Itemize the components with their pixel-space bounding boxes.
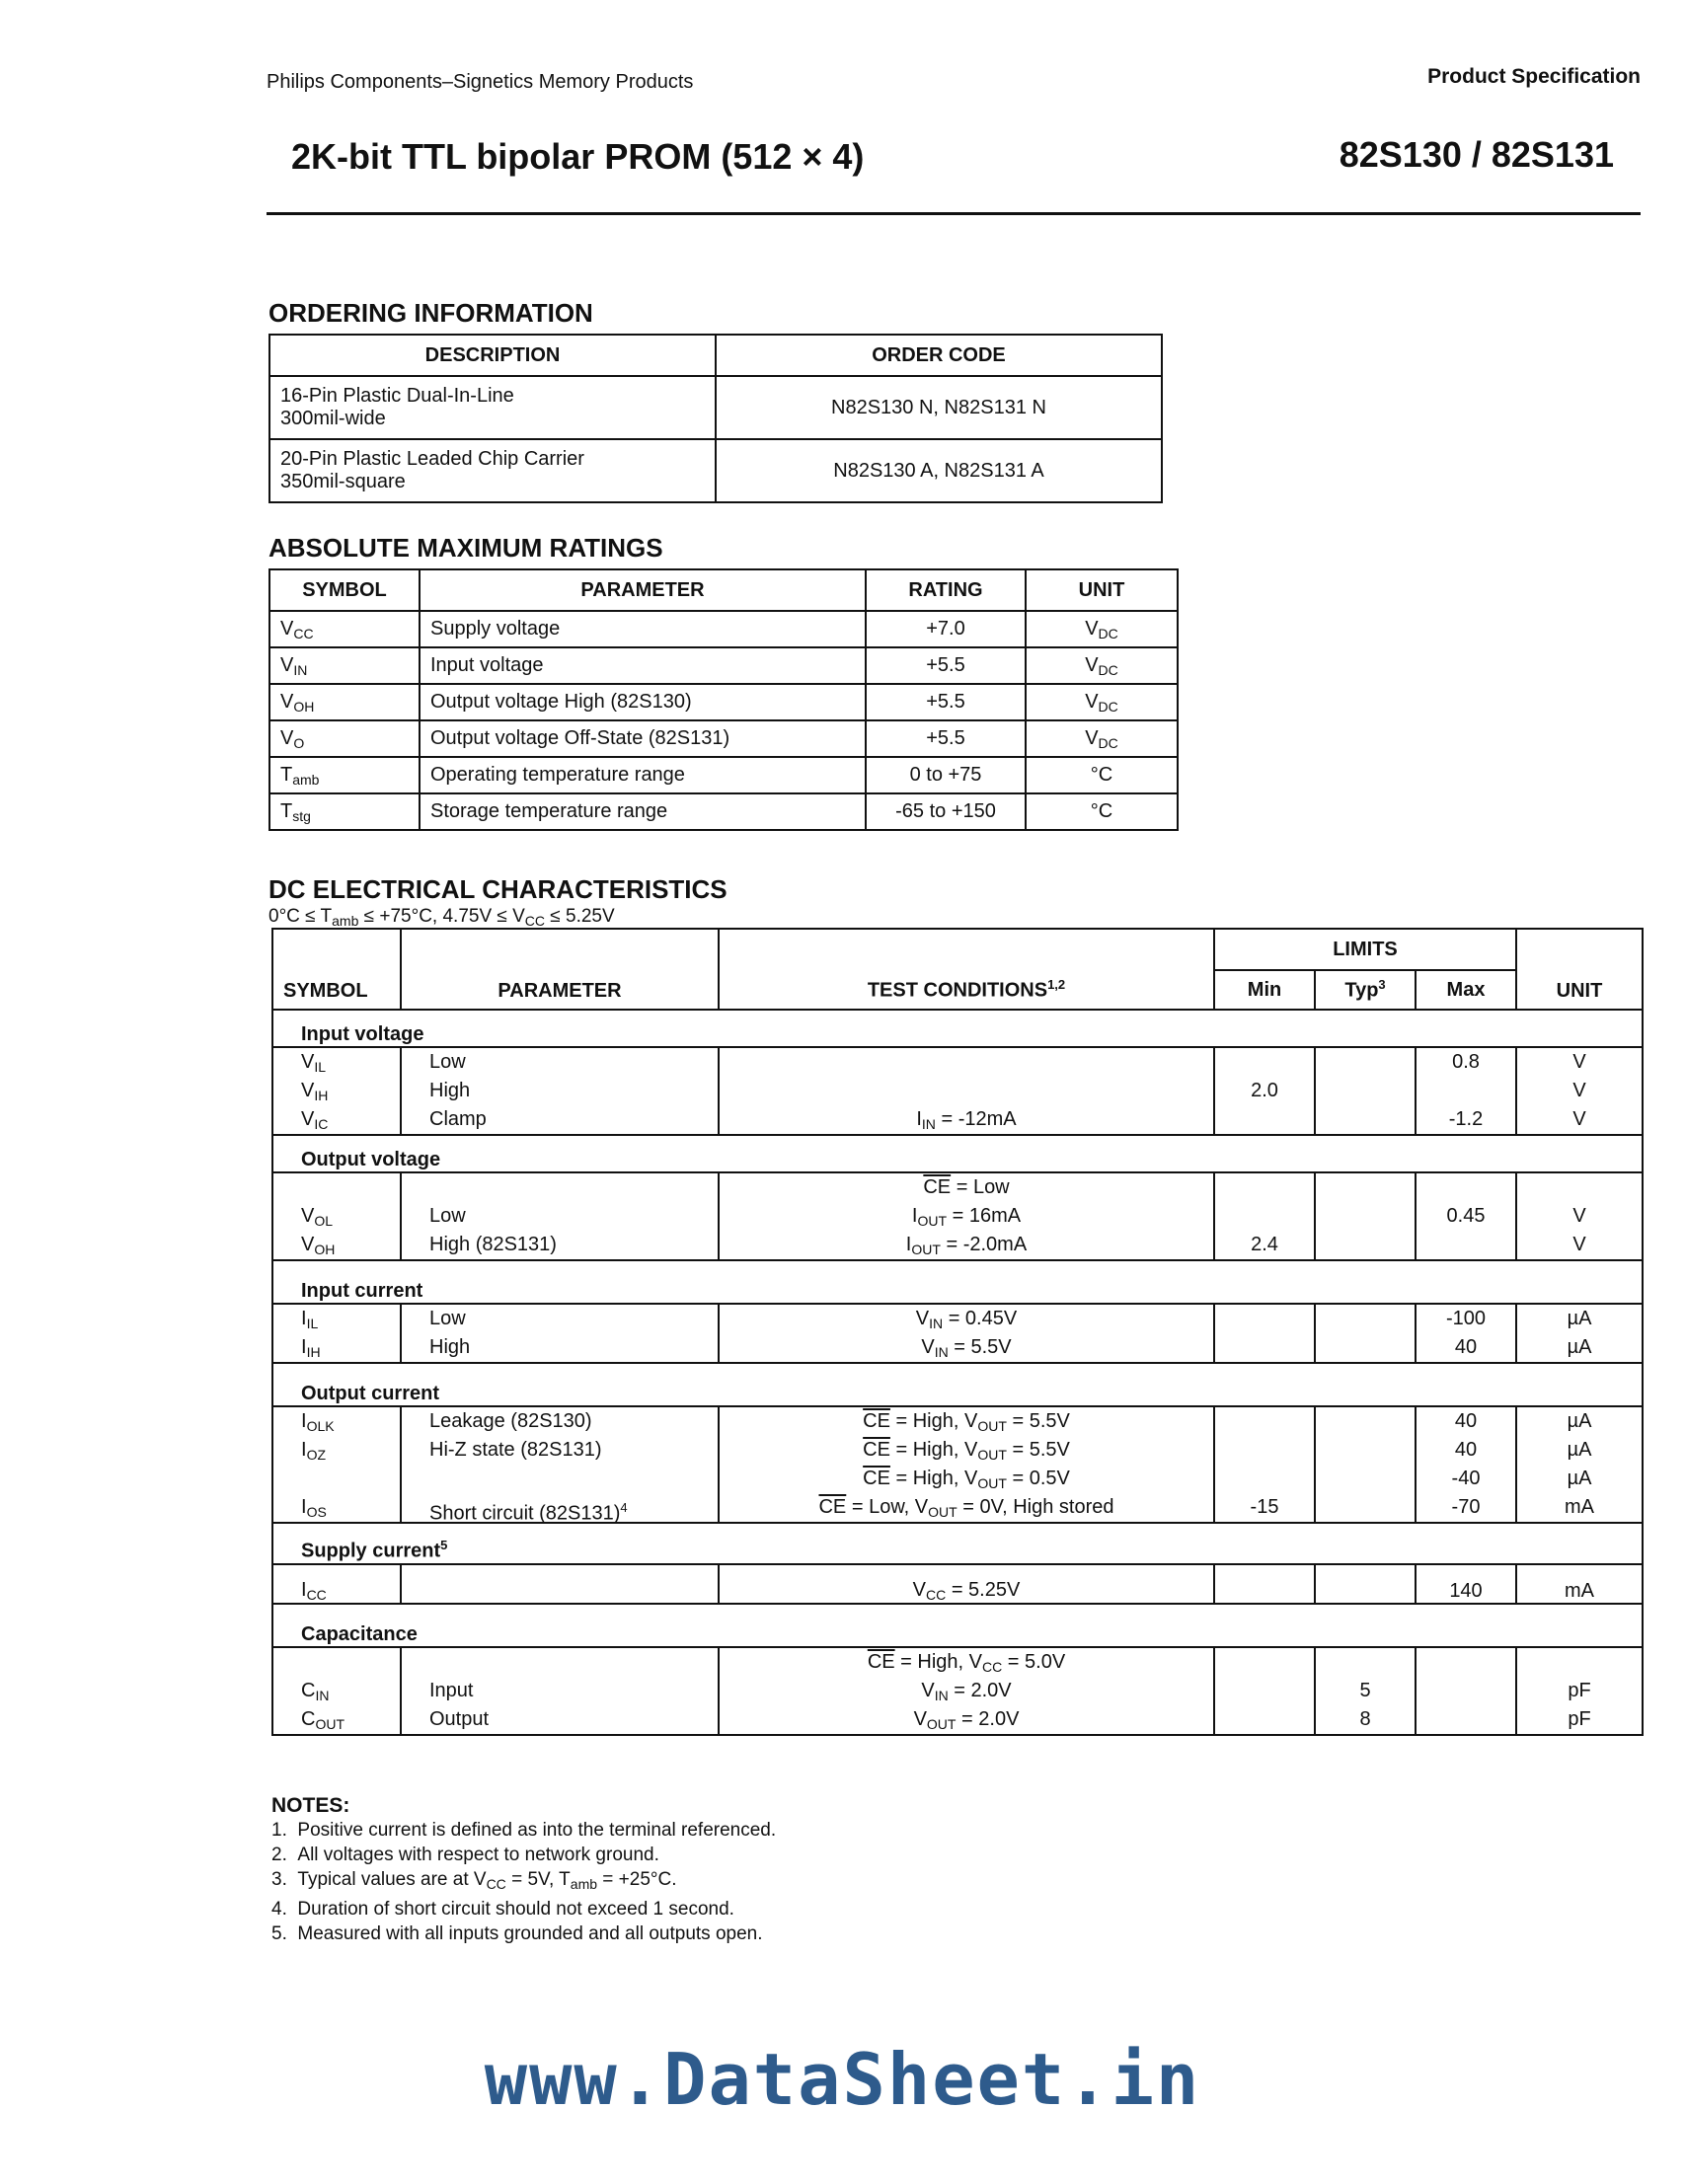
- test-conditions: $V_{IN} = 0.45V$ $V_{IN} = 5.5V$: [719, 1304, 1214, 1363]
- typ: [1315, 1304, 1416, 1363]
- symbol: $V_{IN}$: [269, 647, 420, 684]
- abs-max-table: [268, 568, 1179, 831]
- table-row: [272, 1564, 1643, 1604]
- parameter: Operating temperature range: [420, 757, 866, 793]
- typ: [1315, 1564, 1416, 1604]
- group-input-current: Input current: [272, 1260, 1643, 1304]
- min: [1214, 1564, 1315, 1604]
- col-description: DESCRIPTION: [269, 335, 716, 376]
- group-output-voltage: Output voltage: [272, 1135, 1643, 1172]
- col-limits: LIMITS: [1214, 929, 1516, 970]
- unit: $V_{DC}$: [1026, 684, 1178, 720]
- company-name: Philips Components–Signetics Memory Products: [267, 71, 694, 93]
- rating: +7.0: [866, 611, 1026, 647]
- col-max: Max: [1416, 970, 1516, 1010]
- symbol: $I_{OLK}$ $I_{OZ}$ $I_{OS}$: [272, 1406, 401, 1523]
- rating: -65 to +150: [866, 793, 1026, 830]
- watermark: www.DataSheet.in: [484, 2038, 1201, 2121]
- abs-max-heading: ABSOLUTE MAXIMUM RATINGS: [268, 533, 663, 563]
- ordering-heading: ORDERING INFORMATION: [268, 298, 593, 328]
- max: 0.8 -1.2: [1416, 1047, 1516, 1135]
- table-row: [269, 647, 1178, 684]
- symbol: $T_{amb}$: [269, 757, 420, 793]
- table-row: [269, 439, 1162, 502]
- min: 2.0: [1214, 1047, 1315, 1135]
- table-row: [272, 1047, 1643, 1135]
- parameter: Leakage (82S130) Hi-Z state (82S131) Short circuit $(82S131)^4$: [401, 1406, 719, 1523]
- order-code: N82S130 A, N82S131 A: [716, 439, 1162, 502]
- row-desc: 16-Pin Plastic Dual-In-Line: [280, 385, 514, 407]
- min: [1214, 1647, 1315, 1735]
- min: [1214, 1304, 1315, 1363]
- table-row: [269, 720, 1178, 757]
- test-conditions: $\overline{CE}$ = High, $V_{CC} = 5.0V$ $V_{IN} = 2.0V$ $V_{OUT} = 2.0V$: [719, 1647, 1214, 1735]
- parameter: Low High Clamp: [401, 1047, 719, 1135]
- max: -100 40: [1416, 1304, 1516, 1363]
- unit: µA µA µA mA: [1516, 1406, 1643, 1523]
- note-4: 4. Duration of short circuit should not exceed 1 second.: [271, 1899, 734, 1920]
- notes: [271, 1793, 776, 1946]
- symbol: $V_{CC}$: [269, 611, 420, 647]
- row-desc-2: 350mil-square: [280, 471, 406, 492]
- row-desc-2: 300mil-wide: [280, 408, 386, 429]
- table-row: [269, 611, 1178, 647]
- table-row: [272, 1647, 1643, 1735]
- unit: mA: [1516, 1564, 1643, 1604]
- unit: V V V: [1516, 1047, 1643, 1135]
- col-test-conditions: TEST CONDITIONS$^{1,2}$: [719, 929, 1214, 1010]
- dc-condition: $0^\circ C \le T_{amb} \le +75^\circ C$, $4.75V \le V_{CC} \le 5.25V$: [268, 906, 615, 929]
- spec-type: Product Specification: [1427, 65, 1641, 88]
- note-2: 2. All voltages with respect to network ground.: [271, 1845, 659, 1865]
- header-divider: [267, 212, 1641, 215]
- unit: µA µA: [1516, 1304, 1643, 1363]
- group-capacitance: Capacitance: [272, 1604, 1643, 1647]
- dc-heading: DC ELECTRICAL CHARACTERISTICS: [268, 874, 728, 904]
- parameter: Low High (82S131): [401, 1172, 719, 1260]
- table-row: [269, 376, 1162, 439]
- max: 0.45: [1416, 1172, 1516, 1260]
- typ: [1315, 1172, 1416, 1260]
- col-rating: RATING: [866, 569, 1026, 611]
- typ: [1315, 1047, 1416, 1135]
- parameter: Supply voltage: [420, 611, 866, 647]
- rating: +5.5: [866, 684, 1026, 720]
- typ: [1315, 1406, 1416, 1523]
- col-symbol: SYMBOL: [269, 569, 420, 611]
- table-row: [272, 1172, 1643, 1260]
- max: [1416, 1647, 1516, 1735]
- parameter: Low High: [401, 1304, 719, 1363]
- rating: +5.5: [866, 647, 1026, 684]
- table-row: [272, 1304, 1643, 1363]
- symbol: $V_{OL}$ $V_{OH}$: [272, 1172, 401, 1260]
- rating: 0 to +75: [866, 757, 1026, 793]
- note-1: 1. Positive current is defined as into the terminal referenced.: [271, 1820, 777, 1841]
- table-row: [269, 757, 1178, 793]
- symbol: $I_{CC}$: [272, 1564, 401, 1604]
- order-code: N82S130 N, N82S131 N: [716, 376, 1162, 439]
- unit: $V_{DC}$: [1026, 720, 1178, 757]
- unit: $V_{DC}$: [1026, 647, 1178, 684]
- group-input-voltage: Input voltage: [272, 1010, 1643, 1047]
- parameter: Input voltage: [420, 647, 866, 684]
- group-output-current: Output current: [272, 1363, 1643, 1406]
- parameter: Output voltage Off-State (82S131): [420, 720, 866, 757]
- symbol: $T_{stg}$: [269, 793, 420, 830]
- notes-title: NOTES:: [271, 1794, 350, 1817]
- col-unit: UNIT: [1026, 569, 1178, 611]
- note-5: 5. Measured with all inputs grounded and all outputs open.: [271, 1923, 763, 1944]
- unit: V V: [1516, 1172, 1643, 1260]
- col-parameter: PARAMETER: [401, 929, 719, 1010]
- test-conditions: $I_{IN} = -12mA$: [719, 1047, 1214, 1135]
- unit: °C: [1026, 757, 1178, 793]
- unit: °C: [1026, 793, 1178, 830]
- typ: 5 8: [1315, 1647, 1416, 1735]
- col-unit: UNIT: [1516, 929, 1643, 1010]
- note-3: 3. Typical values are at $V_{CC} = 5V$, $T_{amb} = +25^\circ C$.: [271, 1869, 677, 1892]
- group-supply-current: Supply current$^5$: [272, 1523, 1643, 1564]
- symbol: $C_{IN}$ $C_{OUT}$: [272, 1647, 401, 1735]
- symbol: $I_{IL}$ $I_{IH}$: [272, 1304, 401, 1363]
- part-numbers: 82S130 / 82S131: [1339, 134, 1614, 175]
- symbol: $V_{IL}$ $V_{IH}$ $V_{IC}$: [272, 1047, 401, 1135]
- symbol: $V_{OH}$: [269, 684, 420, 720]
- col-symbol: SYMBOL: [272, 929, 401, 1010]
- test-conditions: $V_{CC} = 5.25V$: [719, 1564, 1214, 1604]
- table-row: [272, 1406, 1643, 1523]
- symbol: $V_O$: [269, 720, 420, 757]
- unit: $V_{DC}$: [1026, 611, 1178, 647]
- rating: +5.5: [866, 720, 1026, 757]
- min: -15: [1214, 1406, 1315, 1523]
- unit: pF pF: [1516, 1647, 1643, 1735]
- test-conditions: $\overline{CE}$ = Low $I_{OUT} = 16mA$ $I_{OUT} = -2.0mA$: [719, 1172, 1214, 1260]
- parameter: Input Output: [401, 1647, 719, 1735]
- page-title: 2K-bit TTL bipolar PROM (512 × 4): [291, 136, 865, 177]
- col-typ: Typ$^3$: [1315, 970, 1416, 1010]
- col-parameter: PARAMETER: [420, 569, 866, 611]
- table-row: [269, 793, 1178, 830]
- max: 140: [1416, 1564, 1516, 1604]
- dc-table: [271, 928, 1644, 1736]
- col-order-code: ORDER CODE: [716, 335, 1162, 376]
- table-row: [269, 684, 1178, 720]
- parameter: [401, 1564, 719, 1604]
- min: 2.4: [1214, 1172, 1315, 1260]
- parameter: Storage temperature range: [420, 793, 866, 830]
- col-min: Min: [1214, 970, 1315, 1010]
- max: 40 40 -40 -70: [1416, 1406, 1516, 1523]
- test-conditions: $\overline{CE}$ = High, $V_{OUT} = 5.5V$ $\overline{CE}$ = High, $V_{OUT} = 5.5V$ $\overline{CE}$ = High, $V_{OUT} = 0.5V$ $\overline{CE}$ = Low, $V_{OUT} = 0V$, High stored: [719, 1406, 1214, 1523]
- ordering-table: [268, 334, 1163, 503]
- parameter: Output voltage High (82S130): [420, 684, 866, 720]
- row-desc: 20-Pin Plastic Leaded Chip Carrier: [280, 448, 584, 470]
